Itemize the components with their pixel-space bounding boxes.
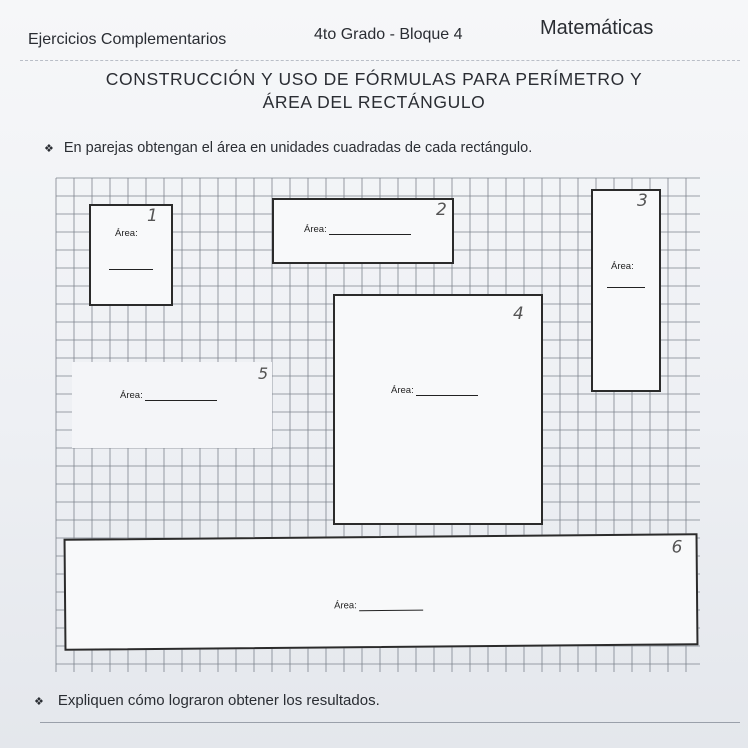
area-label: Área: <box>115 228 138 239</box>
rectangle-1 <box>89 204 173 306</box>
rectangle-3 <box>591 189 661 392</box>
answer-line <box>329 234 411 235</box>
rectangle-number: 1 <box>147 206 158 226</box>
instruction-text: En parejas obtengan el área en unidades cuadradas de cada rectángulo. <box>63 140 533 156</box>
answer-line <box>359 610 423 612</box>
area-label: Área: <box>391 385 478 396</box>
area-label: Área: <box>120 390 217 401</box>
answer-line <box>607 287 645 288</box>
answer-line <box>145 400 217 401</box>
series-title: Ejercicios Complementarios <box>28 31 227 48</box>
rectangle-number: 2 <box>436 200 447 220</box>
rectangle-number: 5 <box>258 364 269 383</box>
area-label: Área: <box>334 600 423 612</box>
area-label: Área: <box>304 224 411 235</box>
rectangle-6 <box>64 533 699 651</box>
rectangle-number: 3 <box>637 191 648 211</box>
area-label: Área: <box>611 261 634 272</box>
footer-instruction <box>34 692 380 709</box>
rectangle-4 <box>333 294 543 525</box>
rectangle-2 <box>272 198 454 264</box>
rectangle-number: 6 <box>671 537 683 558</box>
title-line-1: CONSTRUCCIÓN Y USO DE FÓRMULAS PARA PERÍMETRO Y <box>105 69 643 89</box>
subject-title: Matemáticas <box>540 17 654 39</box>
answer-line <box>109 269 153 270</box>
rectangle-number: 4 <box>513 304 524 324</box>
bullet-icon: ❖ <box>44 143 54 155</box>
grade-block: 4to Grado - Bloque 4 <box>314 26 463 43</box>
rectangle-5 <box>72 362 272 448</box>
answer-writing-line <box>40 722 740 723</box>
footer-text: Expliquen cómo lograron obtener los resultados. <box>57 692 380 709</box>
answer-line <box>416 395 478 396</box>
title-line-2: ÁREA DEL RECTÁNGULO <box>262 92 486 112</box>
bullet-icon: ❖ <box>34 696 44 708</box>
